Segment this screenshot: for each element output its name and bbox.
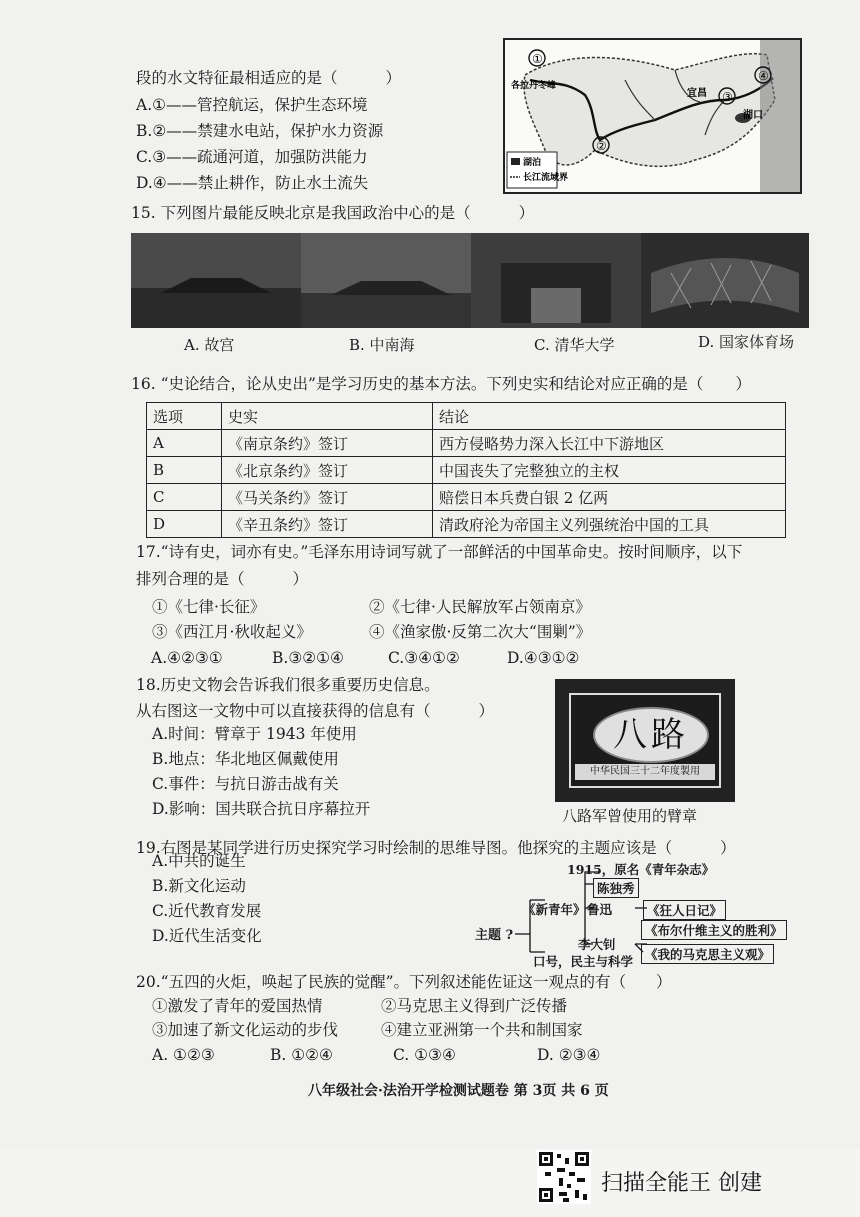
marker-4: ④ bbox=[758, 69, 769, 83]
marker-3: ③ bbox=[722, 90, 733, 104]
photo-strip-svg bbox=[131, 233, 809, 328]
caption-a: A. 故宫 bbox=[184, 336, 235, 354]
caption-b: B. 中南海 bbox=[349, 336, 415, 354]
q17-line1: 17.“诗有史，词亦有史。”毛泽东用诗词写就了一部鲜活的中国革命史。按时间顺序，以下 bbox=[136, 543, 743, 561]
q15-photo-strip bbox=[131, 233, 809, 328]
q17-item-4: ④《渔家傲·反第二次大“围剿”》 bbox=[369, 623, 592, 641]
mind-person-3: 李大钊 bbox=[578, 937, 616, 952]
sea-area bbox=[760, 40, 800, 192]
q16-stem: 16. “史论结合，论从史出”是学习历史的基本方法。下列史实和结论对应正确的是（ ） bbox=[131, 375, 751, 393]
q14-option-d: D.④——禁止耕作，防止水土流失 bbox=[136, 174, 369, 192]
q17-option-c: C.③④①② bbox=[388, 649, 460, 667]
legend-lake-swatch bbox=[511, 158, 520, 165]
q17-option-a: A.④②③① bbox=[151, 649, 223, 667]
table-row: A 《南京条约》签订 西方侵略势力深入长江中下游地区 bbox=[147, 430, 786, 457]
armband-photo bbox=[555, 679, 735, 802]
q18-line2: 从右图这一文物中可以直接获得的信息有（ ） bbox=[136, 702, 495, 720]
mind-work-2: 《布尔什维主义的胜利》 bbox=[641, 920, 787, 940]
armband-caption: 八路军曾使用的臂章 bbox=[562, 807, 698, 825]
yangtze-river-svg bbox=[505, 40, 800, 192]
mind-hub: 《新青年》 bbox=[523, 902, 586, 917]
page-footer: 八年级社会·法治开学检测试题卷 第 3页 共 6 页 bbox=[308, 1083, 609, 1099]
mind-work-1: 《狂人日记》 bbox=[643, 900, 726, 920]
mind-person-1: 陈独秀 bbox=[593, 878, 639, 898]
q20-stem: 20.“五四的火炬，唤起了民族的觉醒”。下列叙述能佐证这一观点的有（ ） bbox=[136, 973, 672, 991]
q17-item-3: ③《西江月·秋收起义》 bbox=[152, 623, 312, 641]
armband-text: 八路 bbox=[593, 707, 709, 763]
q19-option-b: B.新文化运动 bbox=[152, 877, 246, 895]
marker-1: ① bbox=[532, 52, 543, 66]
table-row: C 《马关条约》签订 赔偿日本兵费白银 2 亿两 bbox=[147, 484, 786, 511]
q18-option-d: D.影响：国共联合抗日序幕拉开 bbox=[152, 800, 371, 818]
q20-option-b: B. ①②④ bbox=[270, 1046, 333, 1064]
mind-top: 1915，原名《青年杂志》 bbox=[567, 862, 715, 877]
q20-option-c: C. ①③④ bbox=[393, 1046, 456, 1064]
place-gladandong: 各拉丹冬峰 bbox=[511, 81, 557, 91]
mind-map bbox=[475, 860, 783, 970]
q14-stem: 段的水文特征最相适应的是（ ） bbox=[136, 69, 402, 87]
header-conclusion: 结论 bbox=[433, 403, 786, 430]
q17-item-2: ②《七律·人民解放军占领南京》 bbox=[369, 598, 591, 616]
q14-option-c: C.③——疏通河道，加强防洪能力 bbox=[136, 148, 368, 166]
q20-item-4: ④建立亚洲第一个共和制国家 bbox=[381, 1021, 583, 1039]
q15-stem: 15. 下列图片最能反映北京是我国政治中心的是（ ） bbox=[131, 204, 535, 222]
q18-option-a: A.时间：臂章于 1943 年使用 bbox=[152, 725, 357, 743]
header-fact: 史实 bbox=[222, 403, 433, 430]
place-yichang: 宜昌 bbox=[687, 88, 707, 99]
q14-option-a: A.①——管控航运，保护生态环境 bbox=[136, 96, 368, 114]
mind-work-3: 《我的马克思主义观》 bbox=[641, 944, 774, 964]
q19-option-a: A.中共的诞生 bbox=[152, 852, 246, 870]
q19-stem: 19.右图是某同学进行历史探究学习时绘制的思维导图。他探究的主题应该是（ ） bbox=[136, 839, 736, 857]
q18-option-c: C.事件：与抗日游击战有关 bbox=[152, 775, 339, 793]
header-option: 选项 bbox=[147, 403, 222, 430]
q19-option-d: D.近代生活变化 bbox=[152, 927, 262, 945]
caption-c: C. 清华大学 bbox=[534, 336, 615, 354]
q19-option-c: C.近代教育发展 bbox=[152, 902, 262, 920]
q18-option-b: B.地点：华北地区佩戴使用 bbox=[152, 750, 339, 768]
q18-line1: 18.历史文物会告诉我们很多重要历史信息。 bbox=[136, 676, 440, 694]
mind-person-2: 鲁迅 bbox=[587, 902, 613, 917]
armband-strip: 中华民国三十二年度製用 bbox=[575, 764, 715, 780]
marker-2: ② bbox=[596, 139, 607, 153]
q14-option-b: B.②——禁建水电站，保护水力资源 bbox=[136, 122, 384, 140]
q17-item-1: ①《七律·长征》 bbox=[152, 598, 266, 616]
q20-option-a: A. ①②③ bbox=[152, 1046, 215, 1064]
table-header bbox=[147, 403, 786, 430]
legend-lake: 湖泊 bbox=[523, 158, 542, 168]
caption-d: D. 国家体育场 bbox=[698, 333, 795, 351]
basin-boundary bbox=[524, 54, 775, 167]
table-row: B 《北京条约》签订 中国丧失了完整独立的主权 bbox=[147, 457, 786, 484]
q17-line2: 排列合理的是（ ） bbox=[136, 570, 309, 588]
q17-option-d: D.④③①② bbox=[507, 649, 580, 667]
q20-option-d: D. ②③④ bbox=[537, 1046, 601, 1064]
q16-table bbox=[146, 402, 786, 538]
q20-item-3: ③加速了新文化运动的步伐 bbox=[152, 1021, 339, 1039]
q17-option-b: B.③②①④ bbox=[272, 649, 344, 667]
q20-item-1: ①激发了青年的爱国热情 bbox=[152, 997, 323, 1015]
mind-topic: 主题 ? bbox=[475, 928, 514, 943]
qr-code-icon bbox=[537, 1150, 591, 1204]
table-row: D 《辛丑条约》签订 清政府沦为帝国主义列强统治中国的工具 bbox=[147, 511, 786, 538]
yangtze-map bbox=[503, 38, 802, 194]
q20-item-2: ②马克思主义得到广泛传播 bbox=[381, 997, 568, 1015]
legend-boundary: 长江流域界 bbox=[523, 173, 569, 183]
scanner-watermark: 扫描全能王 创建 bbox=[601, 1171, 762, 1196]
mind-slogan: 口号，民主与科学 bbox=[533, 954, 634, 969]
place-hukou: 湖口 bbox=[743, 110, 763, 121]
